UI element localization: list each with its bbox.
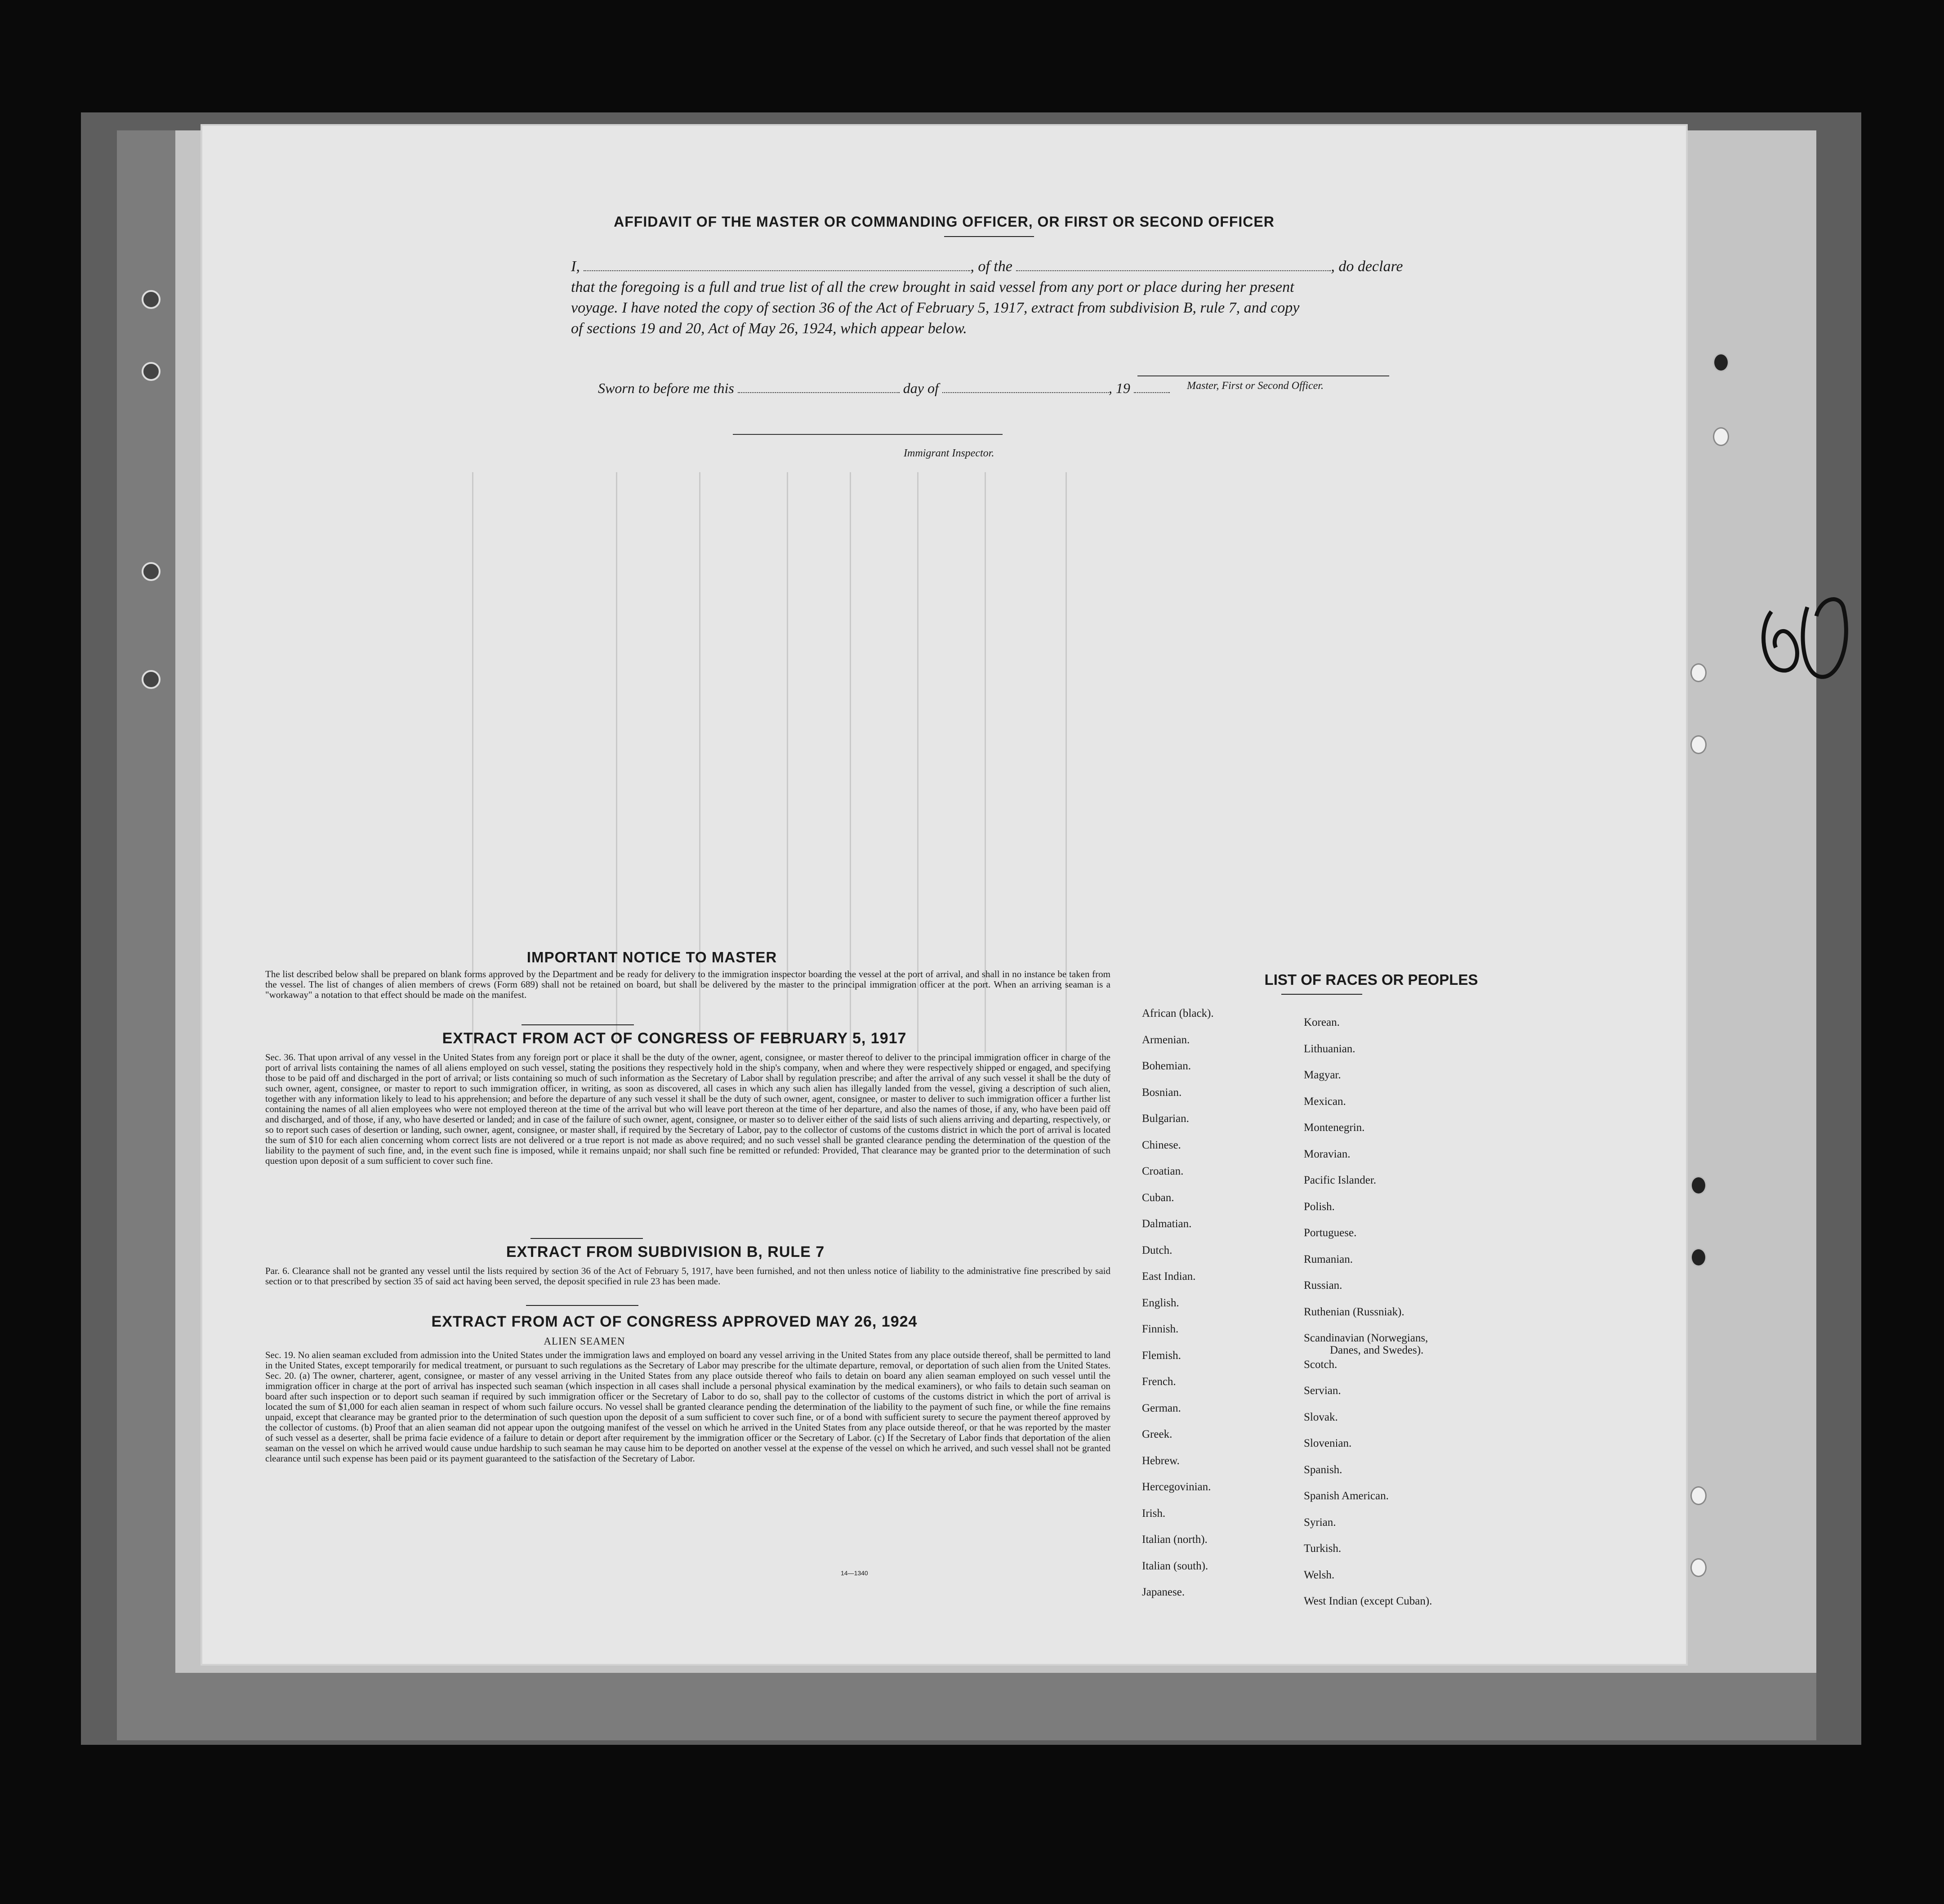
- race-item: Croatian.: [1142, 1165, 1184, 1177]
- punch-hole: [1690, 735, 1707, 754]
- bleed-through-column: [985, 472, 986, 1052]
- extract-1917-body: Sec. 36. That upon arrival of any vessel in the United States from any foreign port or place it shall be the duty of the owner, agent, consignee, or master thereof to deliver to the principal immigration officer in charge of the port of arrival lists containing the names of all aliens employed on such vessel, stating the positions they respectively hold in the ship's company, when and where they were respectively shipped or engaged, and specifying those to be paid off and discharged in the port of arrival; or lists containing so much of such information as the Secretary of Labor shall by regulation prescribe; and after the arrival of any such vessel it shall be the duty of such owner, agent, consignee, or master to report to such immigration officer, in writing, as soon as discovered, all cases in which any such alien has illegally landed from the vessel, giving a description of such alien, together with any information likely to lead to his apprehension; and before the departure of any such vessel it shall be the duty of such owner, agent, consignee, or master to deliver to such immigration officer a further list containing the names of all alien employees who were not employed thereon at the time of the arrival but who will leave port thereon at the time of her departure, and also the names of those, if any, who have been paid off and discharged, and of those, if any, who have deserted or landed; and in case of the failure of such owner, agent, consignee, or master so to deliver either of the said lists of such aliens arriving and departing, respectively, or so to report such cases of desertion or landing, such owner, agent, consignee, or master shall, if required by the Secretary of Labor, pay to the collector of customs of the customs district in which the port of arrival is located the sum of $10 for each alien concerning whom correct lists are not delivered or a true report is not made as above required; and no such vessel shall be granted clearance pending the determination of the question of the liability to the payment of such fine, and, in the event such fine is imposed, while it remains unpaid; nor shall such fine be remitted or refunded: Provided, That clearance may be granted prior to the determination of such question upon deposit of a sum sufficient to cover such fine.: [265, 1052, 1110, 1166]
- punch-hole: [142, 290, 161, 309]
- race-item: German.: [1142, 1402, 1181, 1414]
- race-item-continuation: Danes, and Swedes).: [1330, 1344, 1424, 1356]
- race-item-scandinavian: [1304, 1332, 1432, 1359]
- races-title: LIST OF RACES OR PEOPLES: [1264, 971, 1478, 988]
- inspector-label: Immigrant Inspector.: [904, 447, 994, 459]
- extract-rule7-body: Par. 6. Clearance shall not be granted any vessel until the lists required by section 36 of the Act of February 5, 1917, have been furnished, and not then unless notice of liability to the administrative fine prescribed by said section or to that prescribed by section 35 of said act having been served, the deposit specified in rule 23 has been made.: [265, 1265, 1110, 1287]
- race-item: English.: [1142, 1296, 1179, 1309]
- extract-1917-title: EXTRACT FROM ACT OF CONGRESS OF FEBRUARY 5, 1917: [442, 1030, 907, 1047]
- race-item: West Indian (except Cuban).: [1304, 1595, 1432, 1607]
- race-item: Portuguese.: [1304, 1227, 1357, 1239]
- sworn-year-label: , 19: [1108, 380, 1130, 396]
- race-item: Pacific Islander.: [1304, 1174, 1377, 1186]
- race-item: Mexican.: [1304, 1095, 1346, 1108]
- punch-hole: [1713, 427, 1729, 446]
- race-item: Bohemian.: [1142, 1060, 1191, 1072]
- punch-hole: [1690, 1486, 1707, 1505]
- punch-hole: [1713, 353, 1729, 372]
- races-right-column: [1304, 1016, 1432, 1622]
- oath-line-2: that the foregoing is a full and true list of all the crew brought in said vessel from any port or place during her present: [571, 279, 1294, 295]
- race-item: Montenegrin.: [1304, 1122, 1365, 1134]
- handwritten-number-mark: [1753, 580, 1857, 697]
- extract-1924-subtitle: ALIEN SEAMEN: [544, 1336, 625, 1347]
- notice-body: The list described below shall be prepared on blank forms approved by the Department and be ready for delivery to the immigration inspector boarding the vessel at the port of arrival, and shall in no instance be taken from the vessel. The list of changes of alien members of crews (Form 689) shall not be retained on board, but shall be delivered by the master to the principal immigration officer at the port. When an arriving seaman is a "workaway" a notation to that effect should be made on the manifest.: [265, 969, 1110, 1000]
- race-item-label: Scandinavian (Norwegians,: [1304, 1332, 1428, 1344]
- race-item: Polish.: [1304, 1200, 1335, 1213]
- race-item: Bosnian.: [1142, 1086, 1182, 1099]
- race-item: Dutch.: [1142, 1244, 1173, 1256]
- notice-divider: [522, 1024, 634, 1025]
- race-item: Cuban.: [1142, 1191, 1174, 1204]
- extract-rule7-title: EXTRACT FROM SUBDIVISION B, RULE 7: [506, 1243, 825, 1260]
- race-item: Russian.: [1304, 1279, 1342, 1292]
- race-item: Flemish.: [1142, 1349, 1181, 1362]
- sworn-year-field[interactable]: [1134, 382, 1170, 393]
- race-item: Rumanian.: [1304, 1253, 1353, 1265]
- bleed-through-column: [1066, 472, 1067, 1052]
- form-number: 14—1340: [841, 1569, 868, 1577]
- sworn-month-field[interactable]: [942, 382, 1109, 393]
- punch-hole: [1690, 663, 1707, 682]
- race-item: Hercegovinian.: [1142, 1481, 1211, 1493]
- extract-1924-body: Sec. 19. No alien seaman excluded from admission into the United States under the immigration laws and employed on board any vessel arriving in the United States from any place outside thereof, shall be permitted to land in the United States, except temporarily for medical treatment, or pursuant to such regulations as the Secretary of Labor may prescribe for the ultimate departure, removal, or deportation of such alien from the United States. Sec. 20. (a) The owner, charterer, agent, consignee, or master of any vessel arriving in the United States from any place outside thereof who fails to detain on board any alien seaman employed on such vessel until the immigration officer in charge at the port of arrival has inspected such seaman (which inspection in all cases shall include a personal physical examination by the medical examiners), or who fails to detain such seaman on board after such inspection or to deport such seaman if required by such immigration officer or the Secretary of Labor to do so, shall pay to the collector of customs of the customs district in which the port of arrival is located the sum of $1,000 for each alien seaman in respect of whom such failure occurs. No vessel shall be granted clearance pending the determination of the liability to the payment of such fine, or while the fine remains unpaid, except that clearance may be granted prior to the determination of such question upon the deposit of a sum sufficient to cover such fine, or of a bond with sufficient surety to secure the payment thereof approved by the collector of customs. (b) Proof that an alien seaman did not appear upon the outgoing manifest of the vessel on which he arrived in the United States from any place outside thereof, or that he was reported by the master of such vessel as a deserter, shall be prima facie evidence of a failure to detain or deport after requirement by the immigration officer or the Secretary of Labor. (c) If the Secretary of Labor finds that deportation of the alien seaman on the vessel on which he arrived would cause undue hardship to such seaman he may cause him to be deported on another vessel at the expense of the vessel on which he arrived, and such vessel shall not be granted clearance until such expense has been paid or its payment guaranteed to the satisfaction of the Secretary of Labor.: [265, 1350, 1110, 1464]
- bleed-through-column: [917, 472, 918, 1052]
- master-signature-line[interactable]: [1137, 375, 1389, 376]
- race-item: Moravian.: [1304, 1148, 1351, 1160]
- extract-rule7-divider: [526, 1305, 638, 1306]
- title-underline: [944, 236, 1034, 237]
- race-item: Slovak.: [1304, 1411, 1338, 1423]
- oath-line-4: of sections 19 and 20, Act of May 26, 1924, which appear below.: [571, 320, 967, 337]
- punch-hole: [142, 362, 161, 381]
- oath-declare: , do declare: [1331, 258, 1403, 275]
- extract-1917-divider: [531, 1238, 643, 1239]
- race-item: Hebrew.: [1142, 1454, 1180, 1467]
- sworn-prefix: Sworn to before me this: [598, 380, 734, 396]
- race-item: Slovenian.: [1304, 1437, 1352, 1449]
- race-item: Servian.: [1304, 1385, 1341, 1397]
- affidavit-title: AFFIDAVIT OF THE MASTER OR COMMANDING OFFICER, OR FIRST OR SECOND OFFICER: [614, 214, 1275, 230]
- punch-hole: [142, 670, 161, 689]
- race-item: Lithuanian.: [1304, 1042, 1355, 1055]
- race-item: Italian (north).: [1142, 1533, 1208, 1546]
- punch-hole: [1690, 1558, 1707, 1577]
- sworn-line: [598, 380, 1170, 397]
- race-item: Ruthenian (Russniak).: [1304, 1305, 1404, 1318]
- inspector-signature-line[interactable]: [733, 434, 1003, 435]
- race-item: Korean.: [1304, 1016, 1340, 1028]
- race-item: Armenian.: [1142, 1033, 1190, 1046]
- affidavit-page: [202, 126, 1686, 1664]
- race-item: French.: [1142, 1376, 1176, 1388]
- race-item: Chinese.: [1142, 1139, 1181, 1151]
- race-item: Greek.: [1142, 1428, 1173, 1440]
- sworn-day-field[interactable]: [738, 382, 900, 393]
- race-item: Dalmatian.: [1142, 1218, 1192, 1230]
- race-item: Scotch.: [1304, 1358, 1338, 1371]
- notice-title: IMPORTANT NOTICE TO MASTER: [526, 949, 777, 965]
- race-item: Spanish American.: [1304, 1490, 1389, 1502]
- race-item: Japanese.: [1142, 1586, 1185, 1598]
- race-item: East Indian.: [1142, 1270, 1196, 1283]
- vessel-field[interactable]: [1016, 260, 1331, 271]
- race-item: Welsh.: [1304, 1569, 1335, 1581]
- race-item: African (black).: [1142, 1007, 1214, 1019]
- race-item: Syrian.: [1304, 1516, 1336, 1529]
- oath-line-1: [571, 256, 1641, 277]
- race-item: Bulgarian.: [1142, 1113, 1189, 1125]
- race-item: Irish.: [1142, 1507, 1166, 1520]
- race-item: Italian (south).: [1142, 1560, 1208, 1572]
- sworn-day-label: day of: [903, 380, 939, 396]
- race-item: Spanish.: [1304, 1463, 1342, 1476]
- races-left-column: [1142, 1007, 1214, 1613]
- race-item: Magyar.: [1304, 1069, 1341, 1081]
- master-label: Master, First or Second Officer.: [1187, 380, 1324, 392]
- race-item: Finnish.: [1142, 1323, 1179, 1335]
- oath-line-3: voyage. I have noted the copy of section 36 of the Act of February 5, 1917, extract from subdivision B, rule 7, and copy: [571, 299, 1300, 316]
- oath-of-the: , of the: [970, 258, 1012, 275]
- races-underline: [1281, 994, 1362, 995]
- name-field[interactable]: [584, 260, 970, 271]
- punch-hole: [142, 562, 161, 581]
- punch-hole: [1690, 1248, 1707, 1267]
- extract-1924-title: EXTRACT FROM ACT OF CONGRESS APPROVED MAY 26, 1924: [431, 1313, 918, 1330]
- punch-hole: [1690, 1176, 1707, 1195]
- race-item: Turkish.: [1304, 1542, 1342, 1555]
- oath-i: I,: [571, 258, 580, 275]
- affidavit-oath: [571, 256, 1641, 339]
